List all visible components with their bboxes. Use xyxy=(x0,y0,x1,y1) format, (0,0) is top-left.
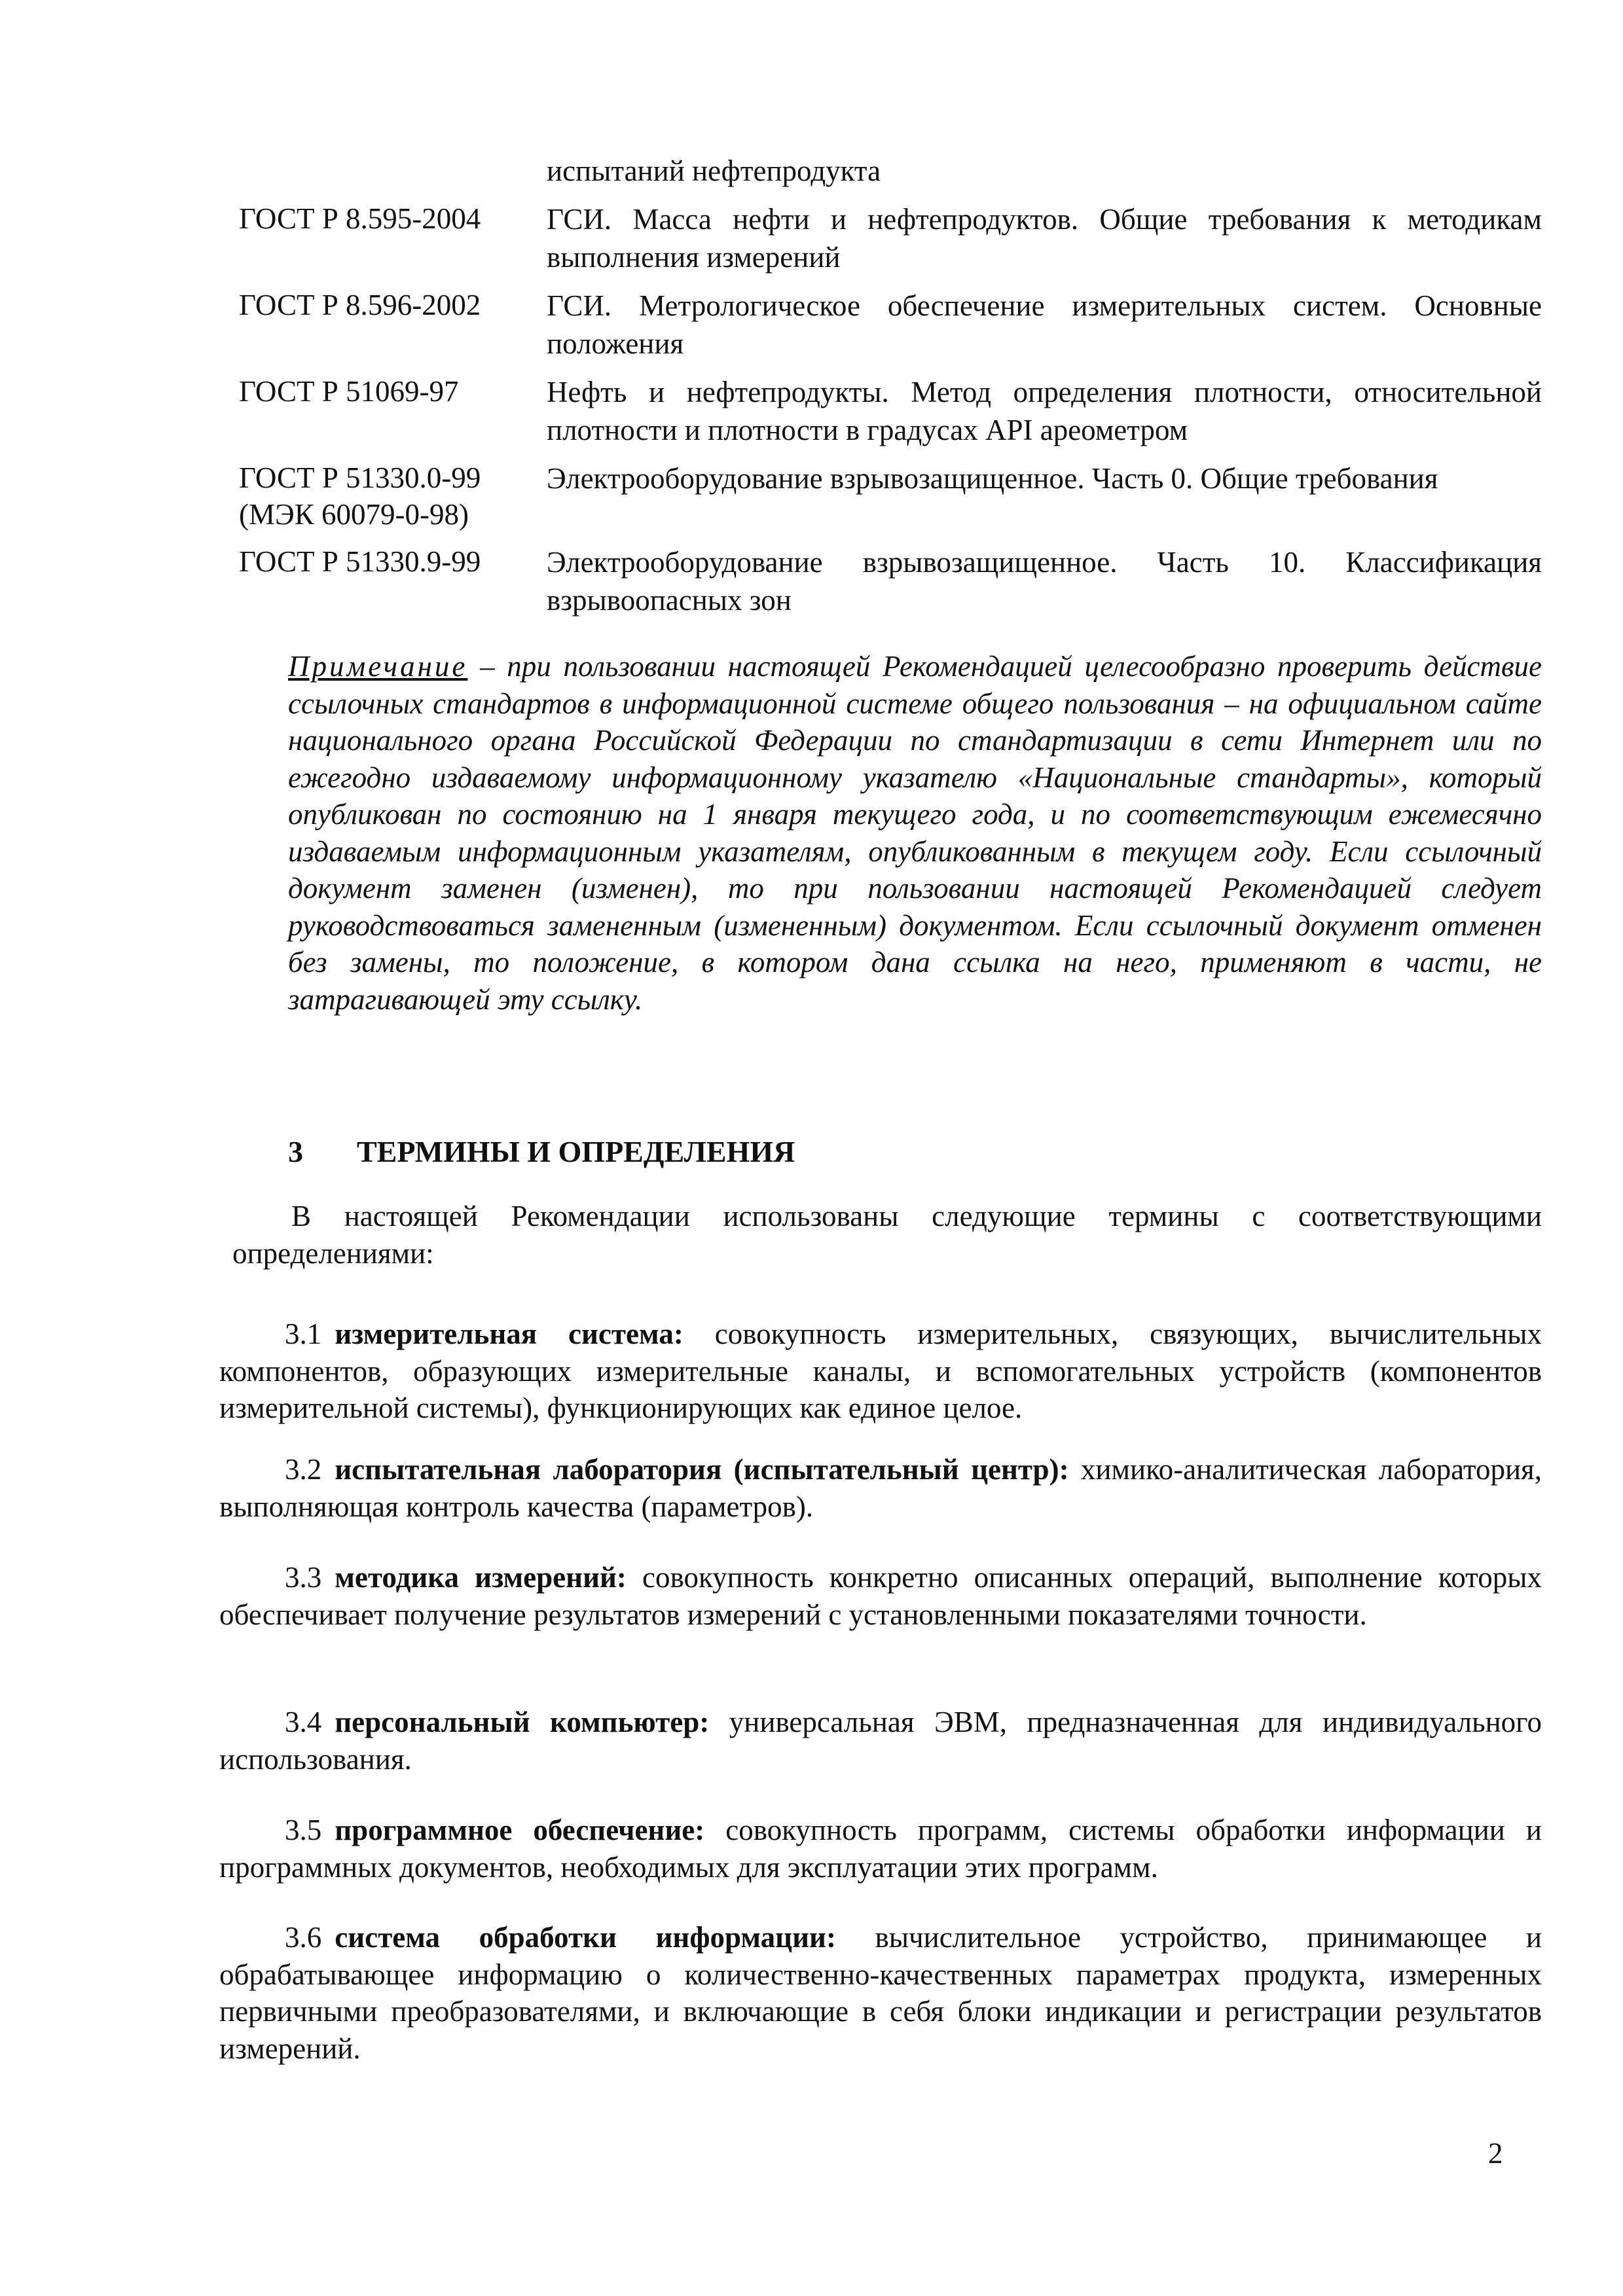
section-number: 3 xyxy=(288,1135,303,1168)
reference-row xyxy=(239,459,1542,533)
term-definition xyxy=(219,1812,1542,1886)
page-number: 2 xyxy=(1488,2137,1503,2170)
term-name: персональный компьютер: xyxy=(335,1706,710,1738)
term-definition xyxy=(219,1919,1542,2067)
term-name: программное обеспечение: xyxy=(335,1814,705,1846)
reference-title: Электрооборудование взрывозащищенное. Часть 0. Общие требования xyxy=(547,462,1438,495)
term-text: совокупность программ, системы обработки информации и программных документов, необходимых для эксплуатации этих программ. xyxy=(219,1814,1542,1884)
term-name: измерительная система: xyxy=(335,1318,684,1350)
reference-code: ГОСТ Р 51330.9-99 xyxy=(239,545,481,578)
term-name: методика измерений: xyxy=(335,1561,627,1594)
section-title: ТЕРМИНЫ И ОПРЕДЕЛЕНИЯ xyxy=(357,1135,795,1168)
term-name: система обработки информации: xyxy=(335,1921,836,1954)
section-intro: В настоящей Рекомендации использованы следующие термины с соответствующими определениями: xyxy=(232,1200,1542,1270)
term-number: 3.6 xyxy=(285,1921,322,1954)
term-number: 3.3 xyxy=(285,1561,322,1594)
reference-row xyxy=(239,287,1542,363)
reference-row xyxy=(239,543,1542,619)
reference-title: ГСИ. Масса нефти и нефтепродуктов. Общие требования к методикам выполнения измерений xyxy=(547,203,1542,274)
references-list xyxy=(239,152,1542,619)
term-number: 3.4 xyxy=(285,1706,322,1738)
reference-title: ГСИ. Метрологическое обеспечение измерительных систем. Основные положения xyxy=(547,289,1542,360)
note-paragraph xyxy=(288,648,1542,1018)
term-text: химико-аналитическая лаборатория, выполняющая контроль качества (параметров). xyxy=(219,1453,1542,1523)
reference-title: Нефть и нефтепродукты. Метод определения плотности, относительной плотности и плотности в градусах API ареометром xyxy=(547,376,1542,446)
term-number: 3.1 xyxy=(285,1318,322,1350)
term-text: совокупность измерительных, связующих, вычислительных компонентов, образующих измерительные каналы, и вспомогательных устройств (компонентов измерительной системы), функционирующих как единое целое. xyxy=(219,1318,1542,1424)
reference-code: ГОСТ Р 51330.0-99 (МЭК 60079-0-98) xyxy=(239,459,547,533)
term-text: совокупность конкретно описанных операций, выполнение которых обеспечивает получение результатов измерений с установленными показателями точности. xyxy=(219,1561,1542,1631)
term-number: 3.5 xyxy=(285,1814,322,1846)
reference-code: ГОСТ Р 8.595-2004 xyxy=(239,202,481,235)
reference-title: испытаний нефтепродукта xyxy=(547,154,881,187)
reference-code: ГОСТ Р 51069-97 xyxy=(239,375,459,408)
reference-code: ГОСТ Р 8.596-2002 xyxy=(239,289,481,321)
reference-row xyxy=(239,373,1542,449)
note-label: Примечание xyxy=(288,650,468,683)
term-definition xyxy=(219,1559,1542,1633)
section-heading xyxy=(288,1132,795,1172)
reference-row xyxy=(239,152,1542,190)
term-name: испытательная лаборатория (испытательный центр): xyxy=(335,1453,1069,1486)
reference-code-alt: (МЭК 60079-0-98) xyxy=(239,498,469,531)
term-text: вычислительное устройство, принимающее и обрабатывающее информацию о количественно-качественных параметрах продукта, измеренных первичными преобразователями, и включающие в себя блоки индикации и регистрации результатов измерений. xyxy=(219,1921,1542,2065)
term-definition xyxy=(219,1316,1542,1427)
term-text: универсальная ЭВМ, предназначенная для индивидуального использования. xyxy=(219,1706,1542,1776)
term-number: 3.2 xyxy=(285,1453,322,1486)
reference-title: Электрооборудование взрывозащищенное. Часть 10. Классификация взрывоопасных зон xyxy=(547,546,1542,617)
note-text: – при пользовании настоящей Рекомендацией целесообразно проверить действие ссылочных стандартов в информационной системе общего пользования – на официальном сайте национального органа Российской Федерации по стандартизации в сети Интернет или по ежегодно издаваемому информационному указателю «Национальные стандарты», который опубликован по состоянию на 1 января текущего года, и по соответствующим ежемесячно издаваемым информационным указателям, опубликованным в текущем году. Если ссылочный документ заменен (изменен), то при пользовании настоящей Рекомендацией следует руководствоваться замененным (измененным) документом. Если ссылочный документ отменен без замены, то положение, в котором дана ссылка на него, применяют в части, не затрагивающей эту ссылку. xyxy=(288,650,1542,1016)
term-definition xyxy=(219,1451,1542,1525)
reference-row xyxy=(239,200,1542,276)
term-definition xyxy=(219,1704,1542,1778)
